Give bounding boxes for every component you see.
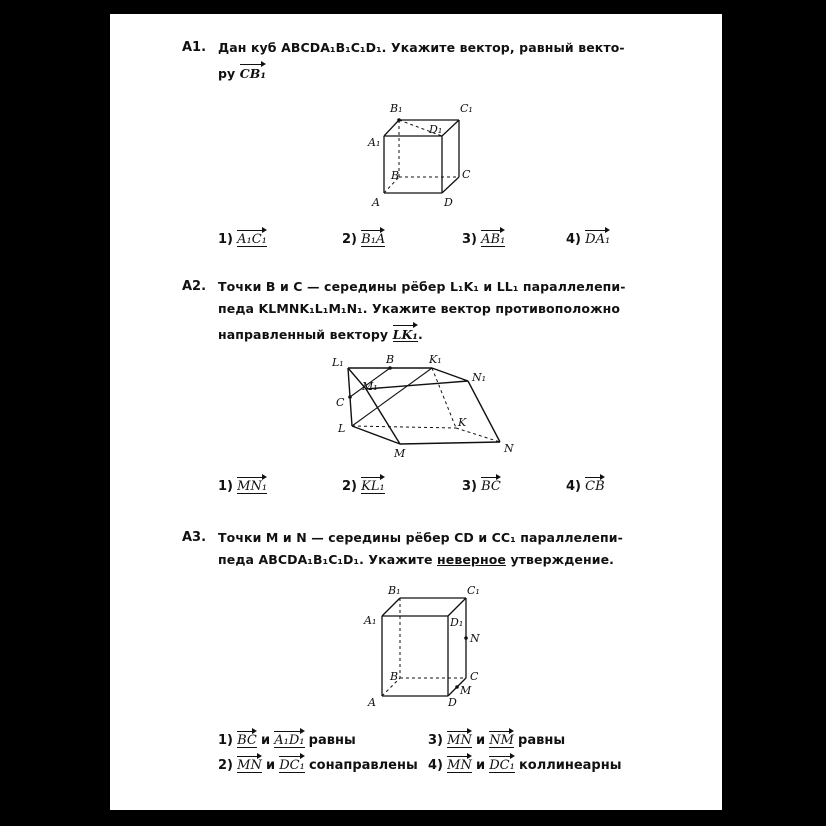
label-k1: K₁ xyxy=(429,354,442,366)
problem-a3-line1: Точки M и N — середины рёбер CD и CC₁ параллелепи- xyxy=(218,530,623,545)
label-b: B xyxy=(390,670,399,683)
worksheet-page xyxy=(110,14,722,810)
emphasis-incorrect: неверное xyxy=(437,552,506,567)
label-d1: D₁ xyxy=(450,616,464,629)
label-d: D xyxy=(444,196,453,209)
problem-a3-number: A3. xyxy=(182,530,207,545)
label-a: A xyxy=(372,196,380,209)
label-l1: L₁ xyxy=(332,356,344,369)
a2-answer-3: 3) BC xyxy=(462,475,501,494)
problem-a2-target-vector: LK₁ xyxy=(393,323,418,342)
a1-answer-3: 3) AB₁ xyxy=(462,228,505,247)
a1-answer-1: 1) A₁C₁ xyxy=(218,228,267,247)
problem-a1-target-vector: CB₁ xyxy=(240,62,266,80)
problem-a2-line3-prefix: направленный вектору xyxy=(218,327,389,342)
label-c: C xyxy=(336,396,345,409)
label-c: C xyxy=(462,168,471,181)
label-l: L xyxy=(338,422,346,435)
problem-a2-line3: направленный вектору LK₁. xyxy=(218,323,423,342)
label-d1: D₁ xyxy=(429,123,443,136)
a3-answer-1: 1) BC и A₁D₁ равны xyxy=(218,729,356,748)
label-a1: A₁ xyxy=(368,136,381,149)
problem-a3-line2: педа ABCDA₁B₁C₁D₁. Укажите неверное утверждение. xyxy=(218,552,614,567)
problem-a2-number: A2. xyxy=(182,279,207,294)
label-n: N xyxy=(504,442,514,455)
problem-a1-line2 xyxy=(218,62,266,81)
label-n: N xyxy=(470,632,480,645)
figure-a3-parallelepiped xyxy=(360,582,490,712)
a3-answer-4: 4) MN и DC₁ коллинеарны xyxy=(428,754,621,773)
a3-answer-2: 2) MN и DC₁ сонаправлены xyxy=(218,754,418,773)
problem-a1-line2-prefix: ру xyxy=(218,66,236,81)
label-m: M xyxy=(394,447,406,459)
problem-a2-line1: Точки B и C — середины рёбер L₁K₁ и LL₁ параллелепи- xyxy=(218,279,626,294)
label-m: M xyxy=(460,684,472,697)
a2-answer-1: 1) MN₁ xyxy=(218,475,267,494)
label-k: K xyxy=(458,416,467,429)
problem-a2-line2: педа KLMNK₁L₁M₁N₁. Укажите вектор противоположно xyxy=(218,301,621,316)
figure-a2-parallelepiped xyxy=(332,354,532,459)
label-c: C xyxy=(470,670,479,683)
label-m1: M₁ xyxy=(362,380,378,393)
a2-answer-2: 2) KL₁ xyxy=(342,475,385,494)
label-b: B xyxy=(386,354,395,366)
label-b1: B₁ xyxy=(390,102,403,115)
label-b: B xyxy=(391,169,400,182)
a3-answer-3: 3) MN и NM равны xyxy=(428,729,565,748)
a1-answer-2: 2) B₁A xyxy=(342,228,385,247)
label-c1: C₁ xyxy=(460,102,473,115)
label-c1: C₁ xyxy=(467,584,480,597)
label-a1: A₁ xyxy=(364,614,377,627)
figure-a1-cube xyxy=(360,92,480,212)
label-d: D xyxy=(448,696,457,709)
a1-answer-4: 4) DA₁ xyxy=(566,228,610,247)
label-n1: N₁ xyxy=(472,371,487,384)
label-b1: B₁ xyxy=(388,584,401,597)
label-a: A xyxy=(368,696,376,709)
problem-a1-line1: Дан куб ABCDA₁B₁C₁D₁. Укажите вектор, равный векто- xyxy=(218,40,625,55)
a2-answer-4: 4) CB xyxy=(566,475,605,494)
problem-a1-number: A1. xyxy=(182,40,207,55)
